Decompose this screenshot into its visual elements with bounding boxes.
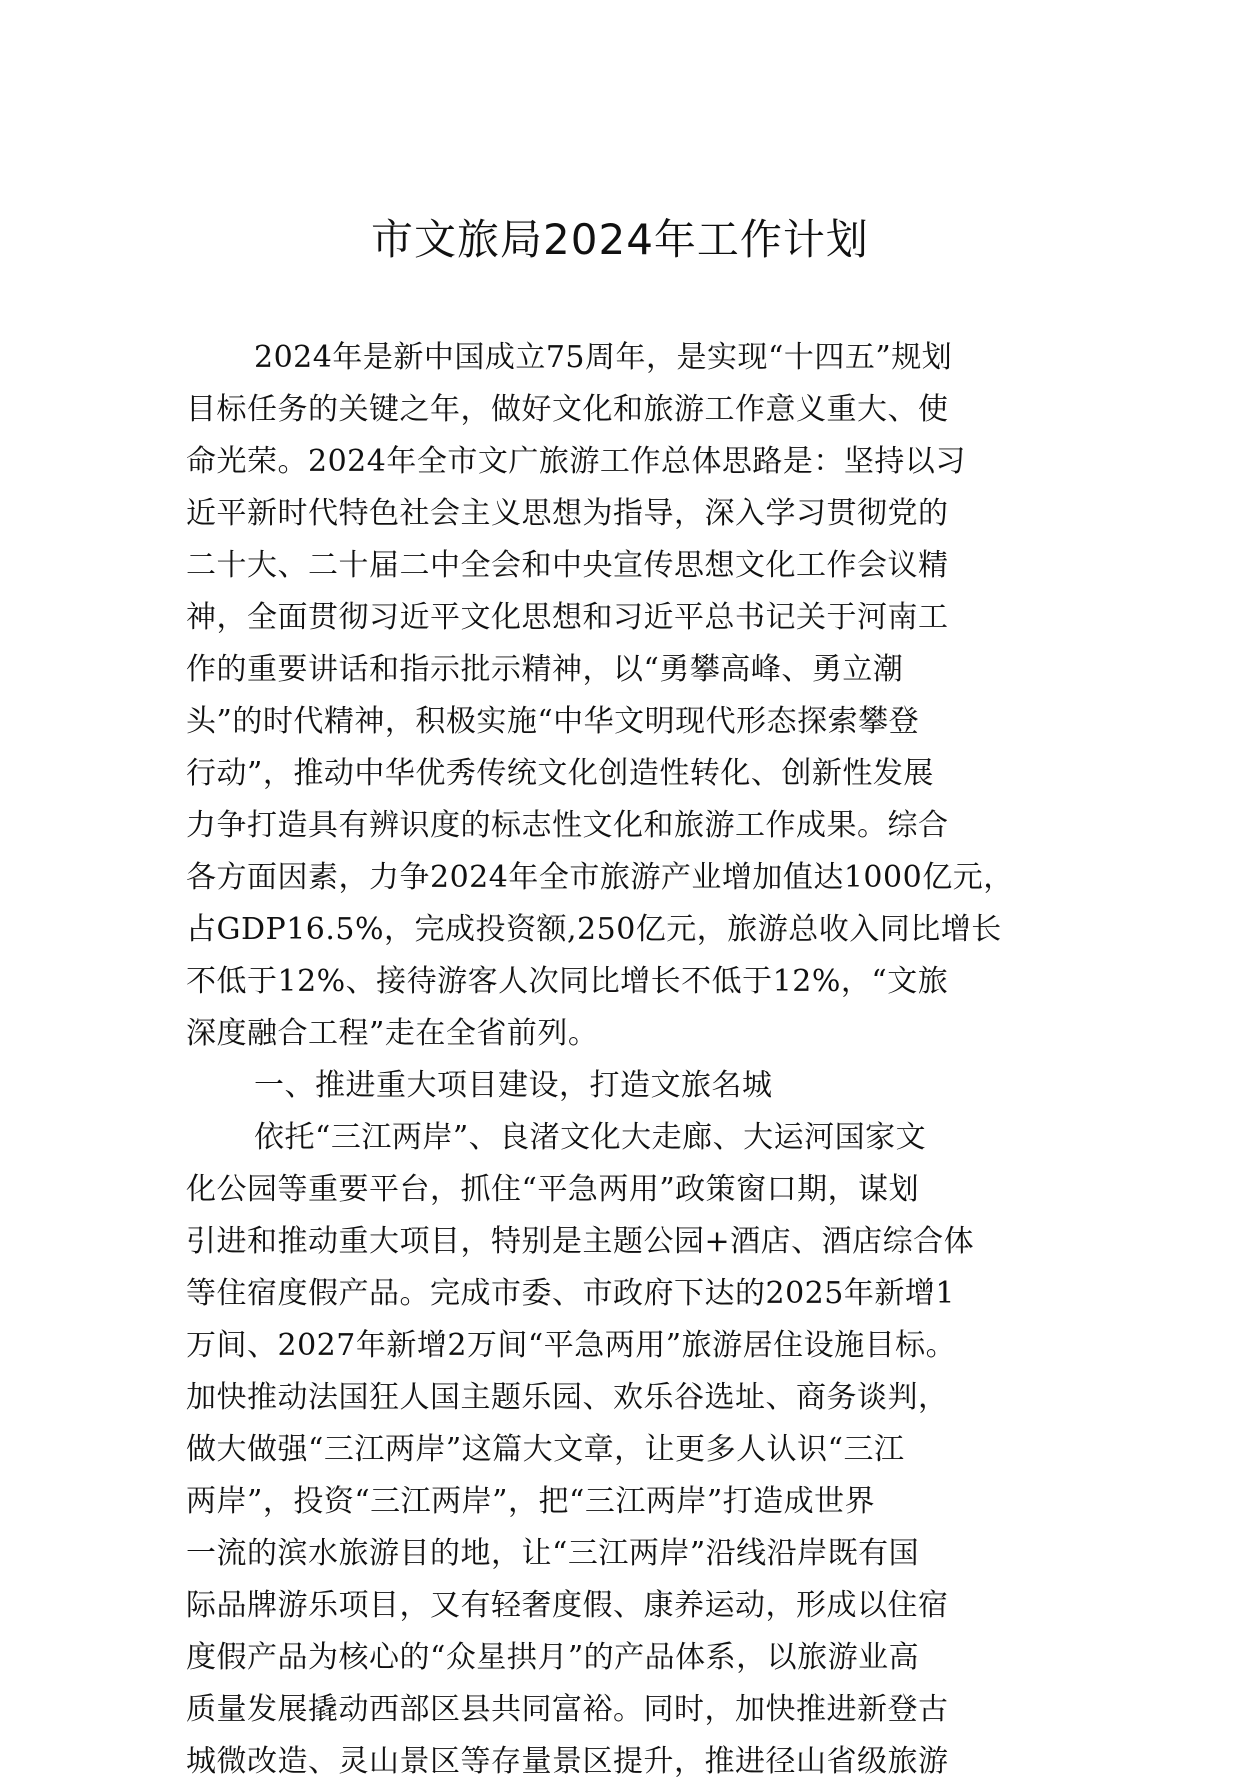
paragraph-line: 近平新时代特色社会主义思想为指导，深入学习贯彻党的 bbox=[186, 496, 949, 531]
paragraph-line: 命光荣。2024年全市文广旅游工作总体思路是：坚持以习 bbox=[186, 444, 966, 479]
paragraph-line: 不低于12%、接待游客人次同比增长不低于12%，“文旅 bbox=[186, 964, 949, 999]
section-heading: 一、推进重大项目建设，打造文旅名城 bbox=[254, 1068, 773, 1103]
paragraph-line: 两岸”，投资“三江两岸”，把“三江两岸”打造成世界 bbox=[186, 1484, 876, 1519]
document-title: 市文旅局2024年工作计划 bbox=[371, 215, 869, 264]
paragraph-line: 目标任务的关键之年，做好文化和旅游工作意义重大、使 bbox=[186, 392, 949, 427]
paragraph-line: 2024年是新中国成立75周年，是实现“十四五”规划 bbox=[254, 340, 953, 375]
paragraph-line: 度假产品为核心的“众星拱月”的产品体系，以旅游业高 bbox=[186, 1640, 920, 1675]
paragraph-line: 作的重要讲话和指示批示精神，以“勇攀高峰、勇立潮 bbox=[186, 652, 904, 687]
paragraph-line: 际品牌游乐项目，又有轻奢度假、康养运动，形成以住宿 bbox=[186, 1588, 949, 1623]
paragraph-line: 各方面因素，力争2024年全市旅游产业增加值达1000亿元， bbox=[186, 860, 1014, 895]
paragraph-line: 城微改造、灵山景区等存量景区提升，推进径山省级旅游 bbox=[186, 1744, 949, 1779]
paragraph-line: 二十大、二十届二中全会和中央宣传思想文化工作会议精 bbox=[186, 548, 949, 583]
paragraph-line: 加快推动法国狂人国主题乐园、欢乐谷选址、商务谈判， bbox=[186, 1380, 949, 1415]
paragraph-line: 深度融合工程”走在全省前列。 bbox=[186, 1016, 599, 1051]
document-body bbox=[186, 332, 1056, 1788]
paragraph-line: 等住宿度假产品。完成市委、市政府下达的2025年新增1 bbox=[186, 1276, 955, 1311]
paragraph-line: 一流的滨水旅游目的地，让“三江两岸”沿线沿岸既有国 bbox=[186, 1536, 920, 1571]
paragraph-line: 质量发展撬动西部区县共同富裕。同时，加快推进新登古 bbox=[186, 1692, 949, 1727]
paragraph-line: 万间、2027年新增2万间“平急两用”旅游居住设施目标。 bbox=[186, 1328, 957, 1363]
paragraph-line: 化公园等重要平台，抓住“平急两用”政策窗口期，谋划 bbox=[186, 1172, 920, 1207]
paragraph-line: 力争打造具有辨识度的标志性文化和旅游工作成果。综合 bbox=[186, 808, 949, 843]
paragraph-line: 依托“三江两岸”、良渚文化大走廊、大运河国家文 bbox=[254, 1120, 927, 1155]
paragraph-line: 神，全面贯彻习近平文化思想和习近平总书记关于河南工 bbox=[186, 600, 949, 635]
paragraph-line: 做大做强“三江两岸”这篇大文章，让更多人认识“三江 bbox=[186, 1432, 905, 1467]
paragraph-line: 行动”，推动中华优秀传统文化创造性转化、创新性发展 bbox=[186, 756, 934, 791]
paragraph-line: 占GDP16.5%，完成投资额,250亿元，旅游总收入同比增长 bbox=[186, 912, 1002, 947]
paragraph-line: 引进和推动重大项目，特别是主题公园+酒店、酒店综合体 bbox=[186, 1224, 975, 1259]
paragraph-line: 头”的时代精神，积极实施“中华文明现代形态探索攀登 bbox=[186, 704, 920, 739]
